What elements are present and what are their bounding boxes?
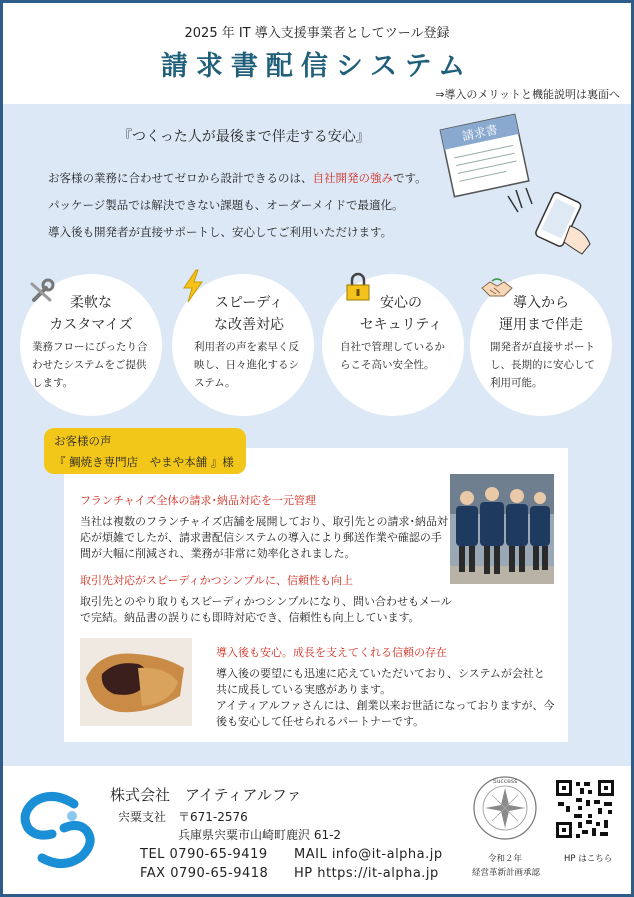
- intro-line-1-before: お客様の業務に合わせてゼロから設計できるのは、: [48, 171, 313, 185]
- voice-body-line: 間が大幅に削減され、業務が非常に効率化されました。: [80, 547, 356, 560]
- feature-title-line2: な改善対応: [214, 317, 284, 333]
- seal-top-text: Success: [492, 778, 518, 785]
- voice-heading-1: フランチャイズ全体の請求･納品対応を一元管理: [80, 494, 317, 507]
- back-page-note: ⇒導入のメリットと機能説明は裏面へ: [435, 88, 620, 101]
- voice-body-line: アイティアルファさんには、創業以来お世話になっておりますが、今: [216, 699, 555, 712]
- invoice-smartphone-illustration: [432, 108, 602, 258]
- approval-year: 令和２年: [488, 854, 523, 864]
- feature-speedy: [172, 274, 314, 416]
- voice-body-1: [80, 514, 448, 562]
- feature-body-line: 利用可能。: [490, 377, 543, 389]
- header-subtitle: 2025 年 IT 導入支援事業者としてツール登録: [184, 26, 450, 41]
- feature-body: [194, 338, 299, 392]
- customer-voice-tag: [44, 428, 246, 474]
- feature-title-line1: スピーディ: [214, 295, 284, 311]
- feature-title-line1: 安心の: [380, 295, 422, 311]
- approval-seal: [470, 772, 540, 842]
- feature-title: [20, 292, 162, 336]
- feature-customize: [20, 274, 162, 416]
- feature-body-line: します。: [32, 377, 74, 389]
- feature-title-line1: 導入から: [513, 295, 569, 311]
- intro-line-1-after: です。: [393, 171, 427, 185]
- catchphrase: 『つくった人が最後まで伴走する安心』: [118, 129, 370, 145]
- voice-body-line: 応が煩雑でしたが、請求書配信システムの導入により郵送作業や確認の手: [80, 531, 442, 544]
- company-name: 株式会社 アイティアルファ: [110, 786, 302, 804]
- feature-security: [322, 274, 464, 416]
- company-branch: 宍粟支社 〒671-2576: [118, 810, 248, 824]
- intro-line-2: パッケージ製品では解決できない課題も、オーダーメイドで最適化。: [48, 198, 404, 212]
- feature-title-line1: 柔軟な: [70, 295, 112, 311]
- feature-title-line2: 運用まで伴走: [499, 317, 583, 333]
- feature-body: [490, 338, 595, 392]
- company-website[interactable]: HP https://it-alpha.jp: [294, 866, 439, 881]
- voice-body-2: [80, 594, 452, 626]
- invoice-label: 請求書: [460, 122, 499, 144]
- feature-title-line2: セキュリティ: [359, 317, 443, 333]
- feature-body-line: らこそ高い安全性。: [340, 359, 435, 371]
- company-logo: [12, 786, 102, 876]
- feature-body-line: 開発者が直接サポート: [490, 341, 595, 353]
- feature-body-line: 利用者の声を素早く反: [194, 341, 299, 353]
- intro-line-3: 導入後も開発者が直接サポートし、安心してご利用いただけます。: [48, 225, 393, 239]
- voice-body-line: 取引先とのやり取りもスピーディかつシンプルになり、問い合わせもメール: [80, 595, 452, 608]
- approval-label: 経営革新計画承認: [472, 868, 541, 878]
- voice-heading-3: 導入後も安心。成長を支えてくれる信頼の存在: [216, 646, 447, 659]
- voice-tag-title: お客様の声: [54, 434, 112, 448]
- feature-body: [340, 338, 445, 374]
- company-mail[interactable]: MAIL info@it-alpha.jp: [294, 847, 443, 862]
- feature-body-line: 業務フローにぴったり合: [32, 341, 148, 353]
- voice-tag-customer: 『 鯛焼き専門店 やまや本舗 』様: [54, 455, 234, 469]
- feature-body-line: わせたシステムをご提供: [32, 359, 147, 371]
- voice-body-line: 後も安心して任せられるパートナーです。: [216, 715, 425, 728]
- feature-support: [470, 274, 612, 416]
- feature-title: [184, 292, 314, 336]
- feature-title: [470, 292, 612, 336]
- feature-title-line2: カスタマイズ: [49, 317, 133, 333]
- intro-line-1-highlight: 自社開発の強み: [312, 171, 393, 185]
- qr-code[interactable]: [554, 778, 616, 840]
- taiyaki-photo: [80, 638, 192, 726]
- voice-body-line: で完結。納品書の誤りにも即時対応でき、信頼性も向上しています。: [80, 611, 420, 624]
- feature-title: [336, 292, 466, 336]
- feature-body-line: 映し、日々進化するシ: [194, 359, 299, 371]
- voice-body-line: 当社は複数のフランチャイズ店舗を展開しており、取引先との請求･納品対: [80, 515, 449, 528]
- feature-body-line: 自社で管理しているか: [340, 341, 445, 353]
- company-address: 兵庫県宍粟市山崎町鹿沢 61-2: [178, 828, 342, 842]
- feature-body-line: ステム。: [194, 377, 236, 389]
- company-fax: FAX 0790-65-9418: [140, 866, 269, 881]
- qr-label: HP はこちら: [564, 854, 613, 864]
- voice-body-3: [216, 666, 554, 730]
- intro-line-1: [48, 170, 427, 186]
- voice-body-line: 共に成長している実感があります。: [216, 683, 392, 696]
- page-title: 請求書配信システム: [160, 51, 474, 82]
- company-tel: TEL 0790-65-9419: [140, 847, 268, 862]
- voice-heading-2: 取引先対応がスピーディかつシンプルに、信頼性も向上: [80, 574, 353, 587]
- feature-body: [32, 338, 148, 392]
- feature-body-line: し、長期的に安心して: [490, 359, 595, 371]
- staff-photo: [450, 474, 554, 584]
- voice-body-line: 導入後の要望にも迅速に応えていただいており、システムが会社と: [216, 667, 545, 680]
